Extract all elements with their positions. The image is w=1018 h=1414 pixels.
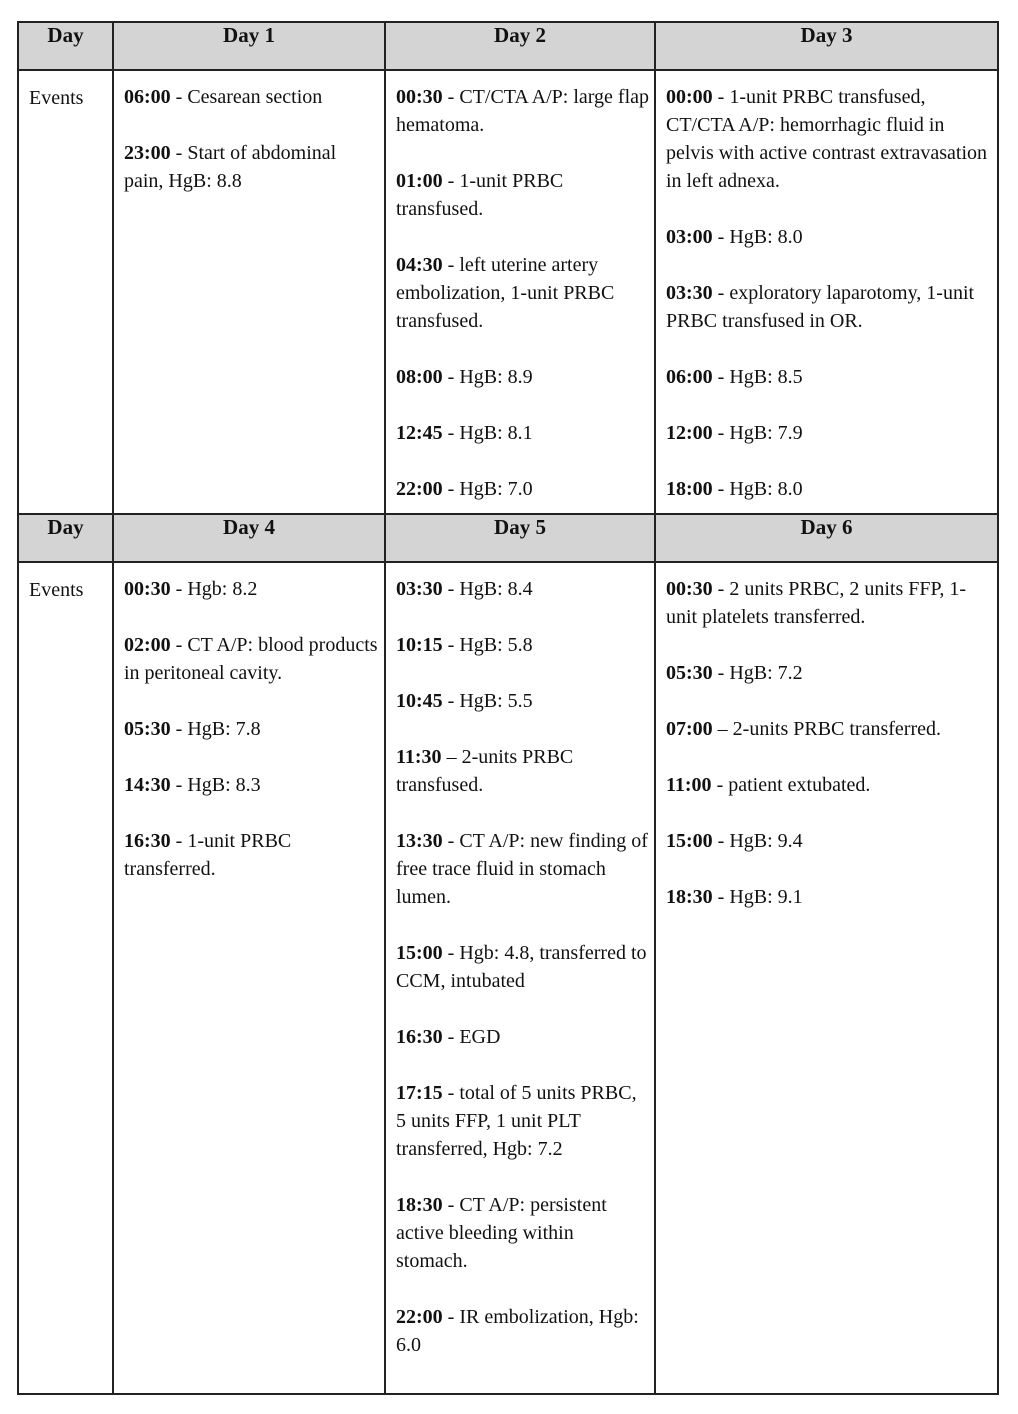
events-cell xyxy=(655,562,998,1394)
event-time: 12:00 xyxy=(666,422,713,444)
event-time: 00:30 xyxy=(396,86,443,108)
event-time: 06:00 xyxy=(124,86,171,108)
events-row xyxy=(18,562,998,1394)
event-description: - 2 units PRBC, 2 units FFP, 1-unit platelets transferred. xyxy=(666,578,967,628)
event-description: - HgB: 8.0 xyxy=(712,226,803,248)
event-time: 06:00 xyxy=(666,366,713,388)
event-description: - HgB: 8.0 xyxy=(712,478,803,500)
event-entry xyxy=(666,279,993,335)
event-time: 15:00 xyxy=(666,830,713,852)
event-description: - HgB: 5.5 xyxy=(442,690,533,712)
day-header: Day 4 xyxy=(113,514,385,562)
day-header: Day 1 xyxy=(113,22,385,70)
event-time: 18:30 xyxy=(666,886,713,908)
event-description: - IR embolization, Hgb: 6.0 xyxy=(396,1306,639,1356)
event-time: 15:00 xyxy=(396,942,443,964)
event-entry xyxy=(396,1023,650,1051)
event-entry xyxy=(666,363,993,391)
event-description: - HgB: 9.4 xyxy=(712,830,803,852)
event-entry xyxy=(396,575,650,603)
event-entry xyxy=(666,419,993,447)
event-description: - HgB: 8.5 xyxy=(712,366,803,388)
event-entry xyxy=(124,83,380,111)
event-description: - Hgb: 8.2 xyxy=(170,578,258,600)
event-entry xyxy=(124,575,380,603)
event-description: - Start of abdominal pain, HgB: 8.8 xyxy=(124,142,337,192)
events-cell xyxy=(655,70,998,514)
event-time: 16:30 xyxy=(396,1026,443,1048)
event-entry xyxy=(396,743,650,799)
event-time: 04:30 xyxy=(396,254,443,276)
event-entry xyxy=(666,83,993,195)
event-description: - HgB: 8.3 xyxy=(170,774,261,796)
event-entry xyxy=(396,167,650,223)
timeline-table xyxy=(17,21,999,1395)
event-description: – 2-units PRBC transfused. xyxy=(396,746,574,796)
header-row xyxy=(18,514,998,562)
event-time: 03:30 xyxy=(396,578,443,600)
events-cell xyxy=(113,562,385,1394)
event-description: - HgB: 7.2 xyxy=(712,662,803,684)
event-description: - CT A/P: new finding of free trace fluid in stomach lumen. xyxy=(396,830,648,908)
day-header: Day 5 xyxy=(385,514,655,562)
event-description: - total of 5 units PRBC, 5 units FFP, 1 unit PLT transferred, Hgb: 7.2 xyxy=(396,1082,637,1160)
event-description: - HgB: 5.8 xyxy=(442,634,533,656)
event-entry xyxy=(666,575,993,631)
event-description: - CT A/P: persistent active bleeding within stomach. xyxy=(396,1194,607,1272)
event-time: 11:00 xyxy=(666,774,712,796)
event-time: 17:15 xyxy=(396,1082,443,1104)
event-description: - exploratory laparotomy, 1-unit PRBC transfused in OR. xyxy=(666,282,975,332)
events-cell xyxy=(113,70,385,514)
event-entry xyxy=(666,223,993,251)
event-description: - CT A/P: blood products in peritoneal cavity. xyxy=(124,634,378,684)
event-description: - Cesarean section xyxy=(170,86,323,108)
event-time: 22:00 xyxy=(396,1306,443,1328)
event-entry xyxy=(666,475,993,503)
event-time: 03:30 xyxy=(666,282,713,304)
event-entry xyxy=(396,827,650,911)
event-entry xyxy=(396,83,650,139)
event-description: - left uterine artery embolization, 1-unit PRBC transfused. xyxy=(396,254,615,332)
event-entry xyxy=(396,363,650,391)
day-header: Day 3 xyxy=(655,22,998,70)
event-time: 14:30 xyxy=(124,774,171,796)
header-row xyxy=(18,22,998,70)
event-entry xyxy=(396,475,650,503)
event-description: - HgB: 7.8 xyxy=(170,718,261,740)
day-header: Day 2 xyxy=(385,22,655,70)
event-entry xyxy=(666,659,993,687)
event-description: - 1-unit PRBC transferred. xyxy=(124,830,292,880)
event-time: 05:30 xyxy=(666,662,713,684)
event-time: 07:00 xyxy=(666,718,713,740)
event-time: 02:00 xyxy=(124,634,171,656)
event-entry xyxy=(666,715,993,743)
event-entry xyxy=(396,419,650,447)
events-cell xyxy=(385,70,655,514)
event-entry xyxy=(666,827,993,855)
events-row-label: Events xyxy=(18,70,113,514)
event-time: 03:00 xyxy=(666,226,713,248)
event-description: - HgB: 8.4 xyxy=(442,578,533,600)
event-description: - HgB: 8.9 xyxy=(442,366,533,388)
event-entry xyxy=(396,1079,650,1163)
event-time: 10:45 xyxy=(396,690,443,712)
event-entry xyxy=(666,883,993,911)
day-header: Day 6 xyxy=(655,514,998,562)
event-description: - HgB: 7.9 xyxy=(712,422,803,444)
event-entry xyxy=(124,771,380,799)
event-entry xyxy=(396,939,650,995)
event-time: 11:30 xyxy=(396,746,442,768)
event-time: 13:30 xyxy=(396,830,443,852)
event-time: 23:00 xyxy=(124,142,171,164)
events-row-label: Events xyxy=(18,562,113,1394)
event-description: - Hgb: 4.8, transferred to CCM, intubated xyxy=(396,942,647,992)
events-row xyxy=(18,70,998,514)
event-time: 00:30 xyxy=(124,578,171,600)
event-time: 01:00 xyxy=(396,170,443,192)
event-description: - patient extubated. xyxy=(711,774,871,796)
event-description: - 1-unit PRBC transfused. xyxy=(396,170,564,220)
event-entry xyxy=(396,1303,650,1359)
event-time: 18:30 xyxy=(396,1194,443,1216)
event-description: - HgB: 7.0 xyxy=(442,478,533,500)
event-entry xyxy=(124,631,380,687)
day-column-header: Day xyxy=(18,22,113,70)
event-description: - HgB: 8.1 xyxy=(442,422,533,444)
event-entry xyxy=(124,715,380,743)
event-time: 00:00 xyxy=(666,86,713,108)
event-time: 18:00 xyxy=(666,478,713,500)
event-entry xyxy=(396,687,650,715)
event-time: 00:30 xyxy=(666,578,713,600)
event-description: - CT/CTA A/P: large flap hematoma. xyxy=(396,86,650,136)
event-description: - 1-unit PRBC transfused, CT/CTA A/P: hemorrhagic fluid in pelvis with active contrast extravasation in left adnexa. xyxy=(666,86,988,192)
day-column-header: Day xyxy=(18,514,113,562)
event-time: 05:30 xyxy=(124,718,171,740)
event-time: 08:00 xyxy=(396,366,443,388)
event-entry xyxy=(124,139,380,195)
event-description: – 2-units PRBC transferred. xyxy=(712,718,941,740)
event-time: 16:30 xyxy=(124,830,171,852)
event-time: 22:00 xyxy=(396,478,443,500)
event-description: - EGD xyxy=(442,1026,501,1048)
event-entry xyxy=(396,251,650,335)
event-entry xyxy=(396,631,650,659)
event-entry xyxy=(124,827,380,883)
event-entry xyxy=(396,1191,650,1275)
event-entry xyxy=(666,771,993,799)
event-description: - HgB: 9.1 xyxy=(712,886,803,908)
events-cell xyxy=(385,562,655,1394)
event-time: 10:15 xyxy=(396,634,443,656)
event-time: 12:45 xyxy=(396,422,443,444)
